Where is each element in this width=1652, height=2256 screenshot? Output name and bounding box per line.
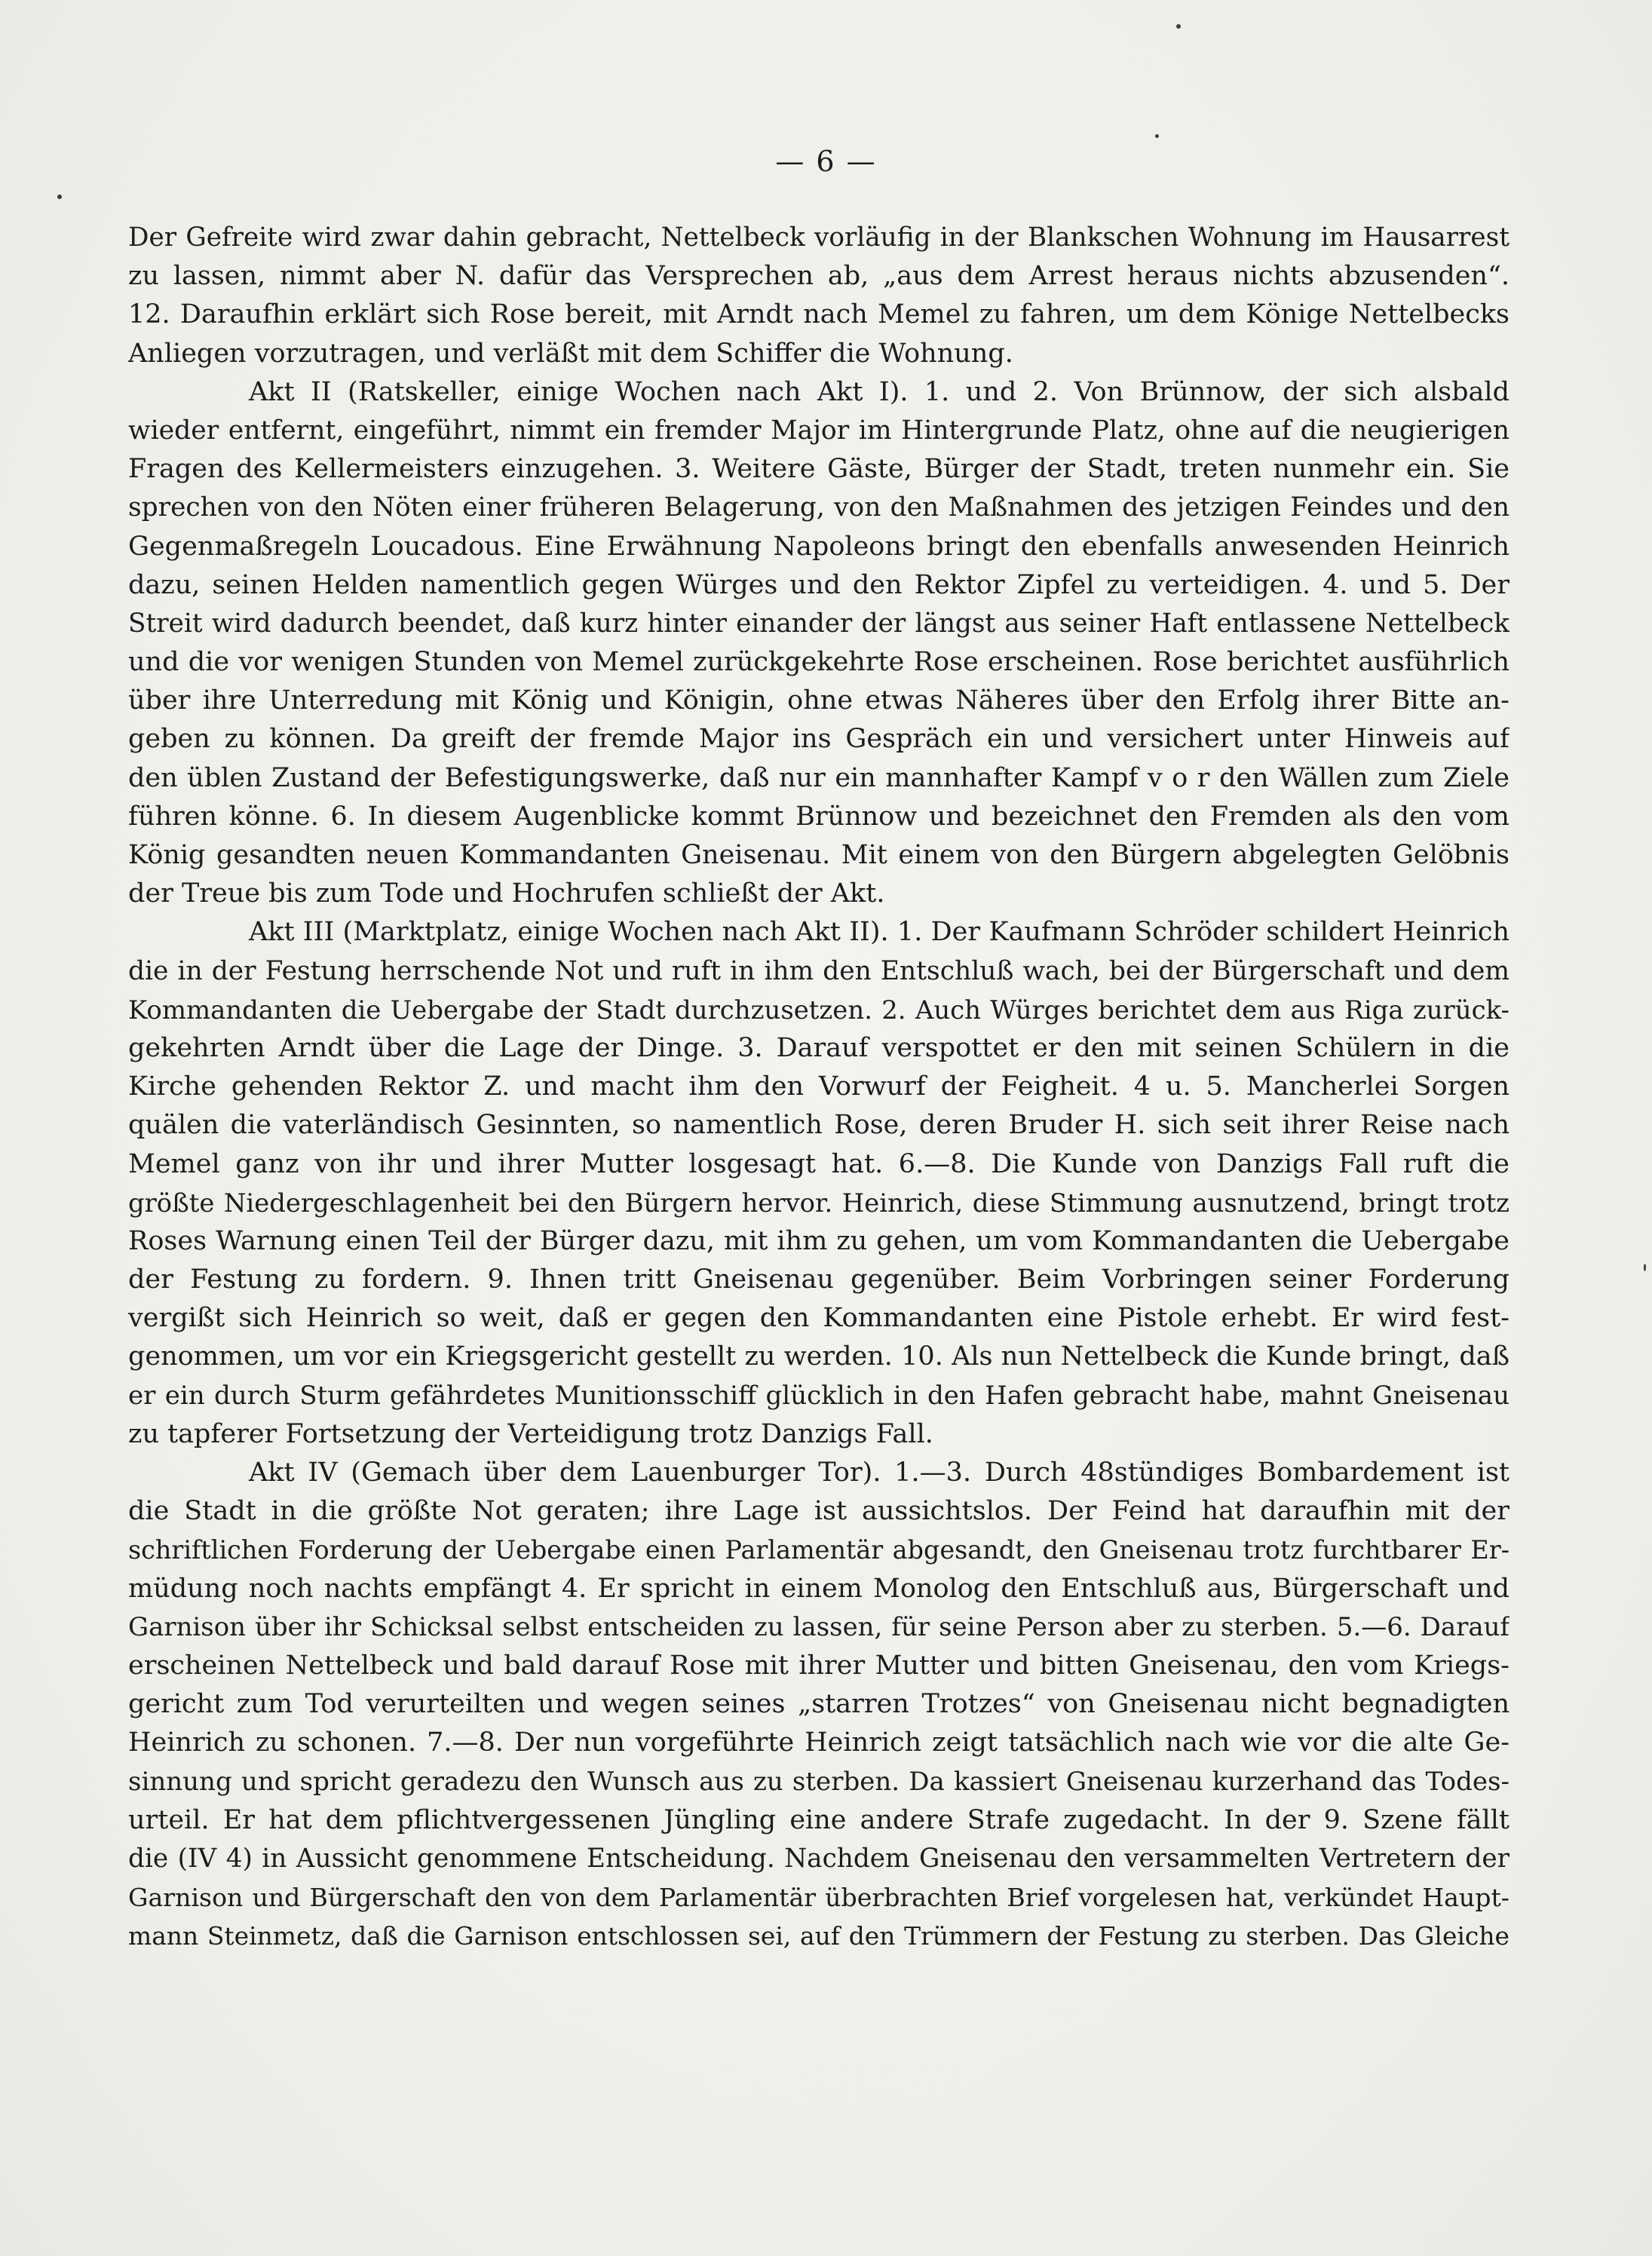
speck-mark: [1155, 134, 1159, 138]
text-line: Fragen des Kellermeisters einzugehen. 3. Weitere Gäste, Bürger der Stadt, treten nunmehr ein. Sie: [128, 454, 1509, 485]
text-line: zu lassen, nimmt aber N. dafür das Versprechen ab, „aus dem Arrest heraus nichts abzusenden“.: [128, 261, 1509, 292]
text-line: Roses Warnung einen Teil der Bürger dazu, mit ihm zu gehen, um vom Kommandanten die Uebergabe: [128, 1225, 1509, 1256]
text-line: über ihre Unterredung mit König und Königin, ohne etwas Näheres über den Erfolg ihrer Bitte an-: [128, 685, 1509, 716]
act-heading-line: Akt IV (Gemach über dem Lauenburger Tor). 1.—3. Durch 48stündiges Bombardement ist: [249, 1458, 1509, 1488]
text-line: 12. Daraufhin erklärt sich Rose bereit, mit Arndt nach Memel zu fahren, um dem Könige Nettelbecks: [128, 299, 1509, 330]
text-line: Gegenmaßregeln Loucadous. Eine Erwähnung Napoleons bringt den ebenfalls anwesenden Heinrich: [128, 531, 1509, 562]
text-line: Garnison und Bürgerschaft den von dem Parlamentär überbrachten Brief vorgelesen hat, verkündet Haupt-: [128, 1883, 1509, 1913]
text-line: gekehrten Arndt über die Lage der Dinge. 3. Darauf verspottet er den mit seinen Schülern in die: [128, 1032, 1509, 1063]
text-line: größte Niedergeschlagenheit bei den Bürgern hervor. Heinrich, diese Stimmung ausnutzend, bringt trotz: [128, 1188, 1509, 1218]
text-line: Streit wird dadurch beendet, daß kurz hinter einander der längst aus seiner Haft entlassene Nettelbeck: [128, 608, 1509, 639]
text-line: Memel ganz von ihr und ihrer Mutter losgesagt hat. 6.—8. Die Kunde von Danzigs Fall ruft die: [128, 1148, 1509, 1179]
text-line: König gesandten neuen Kommandanten Gneisenau. Mit einem von den Bürgern abgelegten Gelöbnis: [128, 840, 1509, 870]
act-heading-line: Akt III (Marktplatz, einige Wochen nach Akt II). 1. Der Kaufmann Schröder schildert Heinrich: [249, 917, 1509, 948]
text-line: schriftlichen Forderung der Uebergabe einen Parlamentär abgesandt, den Gneisenau trotz furchtbarer Er-: [128, 1535, 1509, 1565]
text-line: Der Gefreite wird zwar dahin gebracht, Nettelbeck vorläufig in der Blankschen Wohnung im Hausarrest: [128, 222, 1509, 253]
text-line: der Festung zu fordern. 9. Ihnen tritt Gneisenau gegenüber. Beim Vorbringen seiner Forderung: [128, 1264, 1509, 1295]
act-heading-line: Akt II (Ratskeller, einige Wochen nach Akt I). 1. und 2. Von Brünnow, der sich alsbald: [249, 376, 1509, 407]
text-line: führen könne. 6. In diesem Augenblicke kommt Brünnow und bezeichnet den Fremden als den vom: [128, 801, 1509, 832]
text-line: müdung noch nachts empfängt 4. Er spricht in einem Monolog den Entschluß aus, Bürgerschaft und: [128, 1573, 1509, 1604]
text-line: geben zu können. Da greift der fremde Major ins Gespräch ein und versichert unter Hinweis auf: [128, 724, 1509, 755]
text-line: er ein durch Sturm gefährdetes Munitionsschiff glücklich in den Hafen gebracht habe, mahnt Gneisenau: [128, 1380, 1509, 1411]
page-number: — 6 —: [775, 145, 877, 178]
text-line: sinnung und spricht geradezu den Wunsch aus zu sterben. Da kassiert Gneisenau kurzerhand das Todes-: [128, 1766, 1509, 1797]
text-line: urteil. Er hat dem pflichtvergessenen Jüngling eine andere Strafe zugedacht. In der 9. Szene fällt: [128, 1804, 1509, 1835]
text-line: Garnison über ihr Schicksal selbst entscheiden zu lassen, für seine Person aber zu sterben. 5.—6. Darauf: [128, 1611, 1509, 1642]
text-line: die Stadt in die größte Not geraten; ihre Lage ist aussichtslos. Der Feind hat daraufhin mit der: [128, 1496, 1509, 1527]
speck-mark: [57, 195, 62, 199]
text-line: genommen, um vor ein Kriegsgericht gestellt zu werden. 10. Als nun Nettelbeck die Kunde bringt, daß: [128, 1341, 1509, 1372]
text-line: die (IV 4) in Aussicht genommene Entscheidung. Nachdem Gneisenau den versammelten Vertretern der: [128, 1843, 1509, 1874]
text-line: zu tapferer Fortsetzung der Verteidigung trotz Danzigs Fall.: [128, 1418, 933, 1449]
text-line: Kirche gehenden Rektor Z. und macht ihm den Vorwurf der Feigheit. 4 u. 5. Mancherlei Sorgen: [128, 1071, 1509, 1102]
text-line: den üblen Zustand der Befestigungswerke, daß nur ein mannhafter Kampf v o r den Wällen zum Ziele: [128, 762, 1509, 793]
text-line: mann Steinmetz, daß die Garnison entschlossen sei, auf den Trümmern der Festung zu sterben. Das Gleiche: [128, 1921, 1509, 1951]
text-line: Anliegen vorzutragen, und verläßt mit dem Schiffer die Wohnung.: [128, 338, 1013, 369]
text-line: dazu, seinen Helden namentlich gegen Würges und den Rektor Zipfel zu verteidigen. 4. und 5. Der: [128, 569, 1509, 600]
text-line: wieder entfernt, eingeführt, nimmt ein fremder Major im Hintergrunde Platz, ohne auf die neugierigen: [128, 415, 1509, 446]
text-line: und die vor wenigen Stunden von Memel zurückgekehrte Rose erscheinen. Rose berichtet ausführlich: [128, 647, 1509, 678]
speck-mark: [1176, 24, 1181, 29]
speck-mark: [1644, 1264, 1646, 1271]
text-line: Heinrich zu schonen. 7.—8. Der nun vorgeführte Heinrich zeigt tatsächlich nach wie vor die alte Ge-: [128, 1727, 1509, 1758]
text-line: die in der Festung herrschende Not und ruft in ihm den Entschluß wach, bei der Bürgerschaft und dem: [128, 955, 1509, 986]
text-line: sprechen von den Nöten einer früheren Belagerung, von den Maßnahmen des jetzigen Feindes und den: [128, 492, 1509, 523]
body-text: [128, 219, 1509, 1955]
text-line: vergißt sich Heinrich so weit, daß er gegen den Kommandanten eine Pistole erhebt. Er wird fest-: [128, 1303, 1509, 1334]
text-line: gericht zum Tod verurteilten und wegen seines „starren Trotzes“ von Gneisenau nicht begnadigten: [128, 1689, 1509, 1720]
text-line: der Treue bis zum Tode und Hochrufen schließt der Akt.: [128, 878, 885, 909]
text-line: quälen die vaterländisch Gesinnten, so namentlich Rose, deren Bruder H. sich seit ihrer Reise nach: [128, 1110, 1509, 1141]
text-line: Kommandanten die Uebergabe der Stadt durchzusetzen. 2. Auch Würges berichtet dem aus Riga zurück-: [128, 995, 1509, 1025]
text-line: erscheinen Nettelbeck und bald darauf Rose mit ihrer Mutter und bitten Gneisenau, den vom Kriegs-: [128, 1650, 1509, 1681]
